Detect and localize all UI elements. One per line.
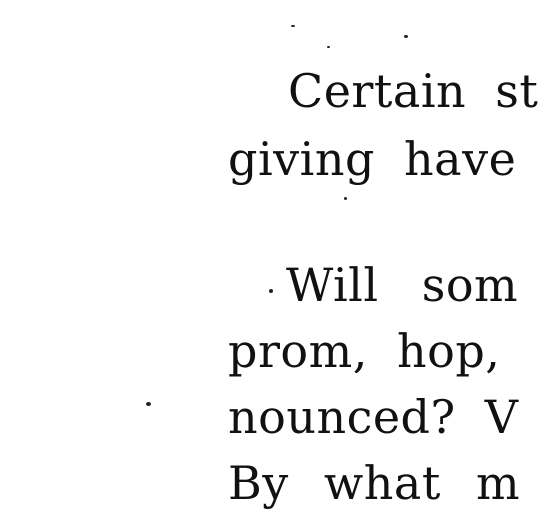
- print-speck: [404, 35, 408, 38]
- text-line: nounced? V: [228, 390, 519, 444]
- print-speck: [327, 46, 330, 48]
- text-line: prom, hop,: [228, 324, 501, 378]
- text-line: Will som: [286, 258, 519, 312]
- text-line: By what m: [228, 456, 521, 510]
- print-speck: [269, 289, 273, 293]
- text-line: Certain st: [288, 64, 538, 118]
- print-speck: [146, 402, 151, 406]
- print-speck: [344, 197, 347, 200]
- text-line: giving have: [228, 132, 517, 186]
- print-speck: [291, 25, 295, 27]
